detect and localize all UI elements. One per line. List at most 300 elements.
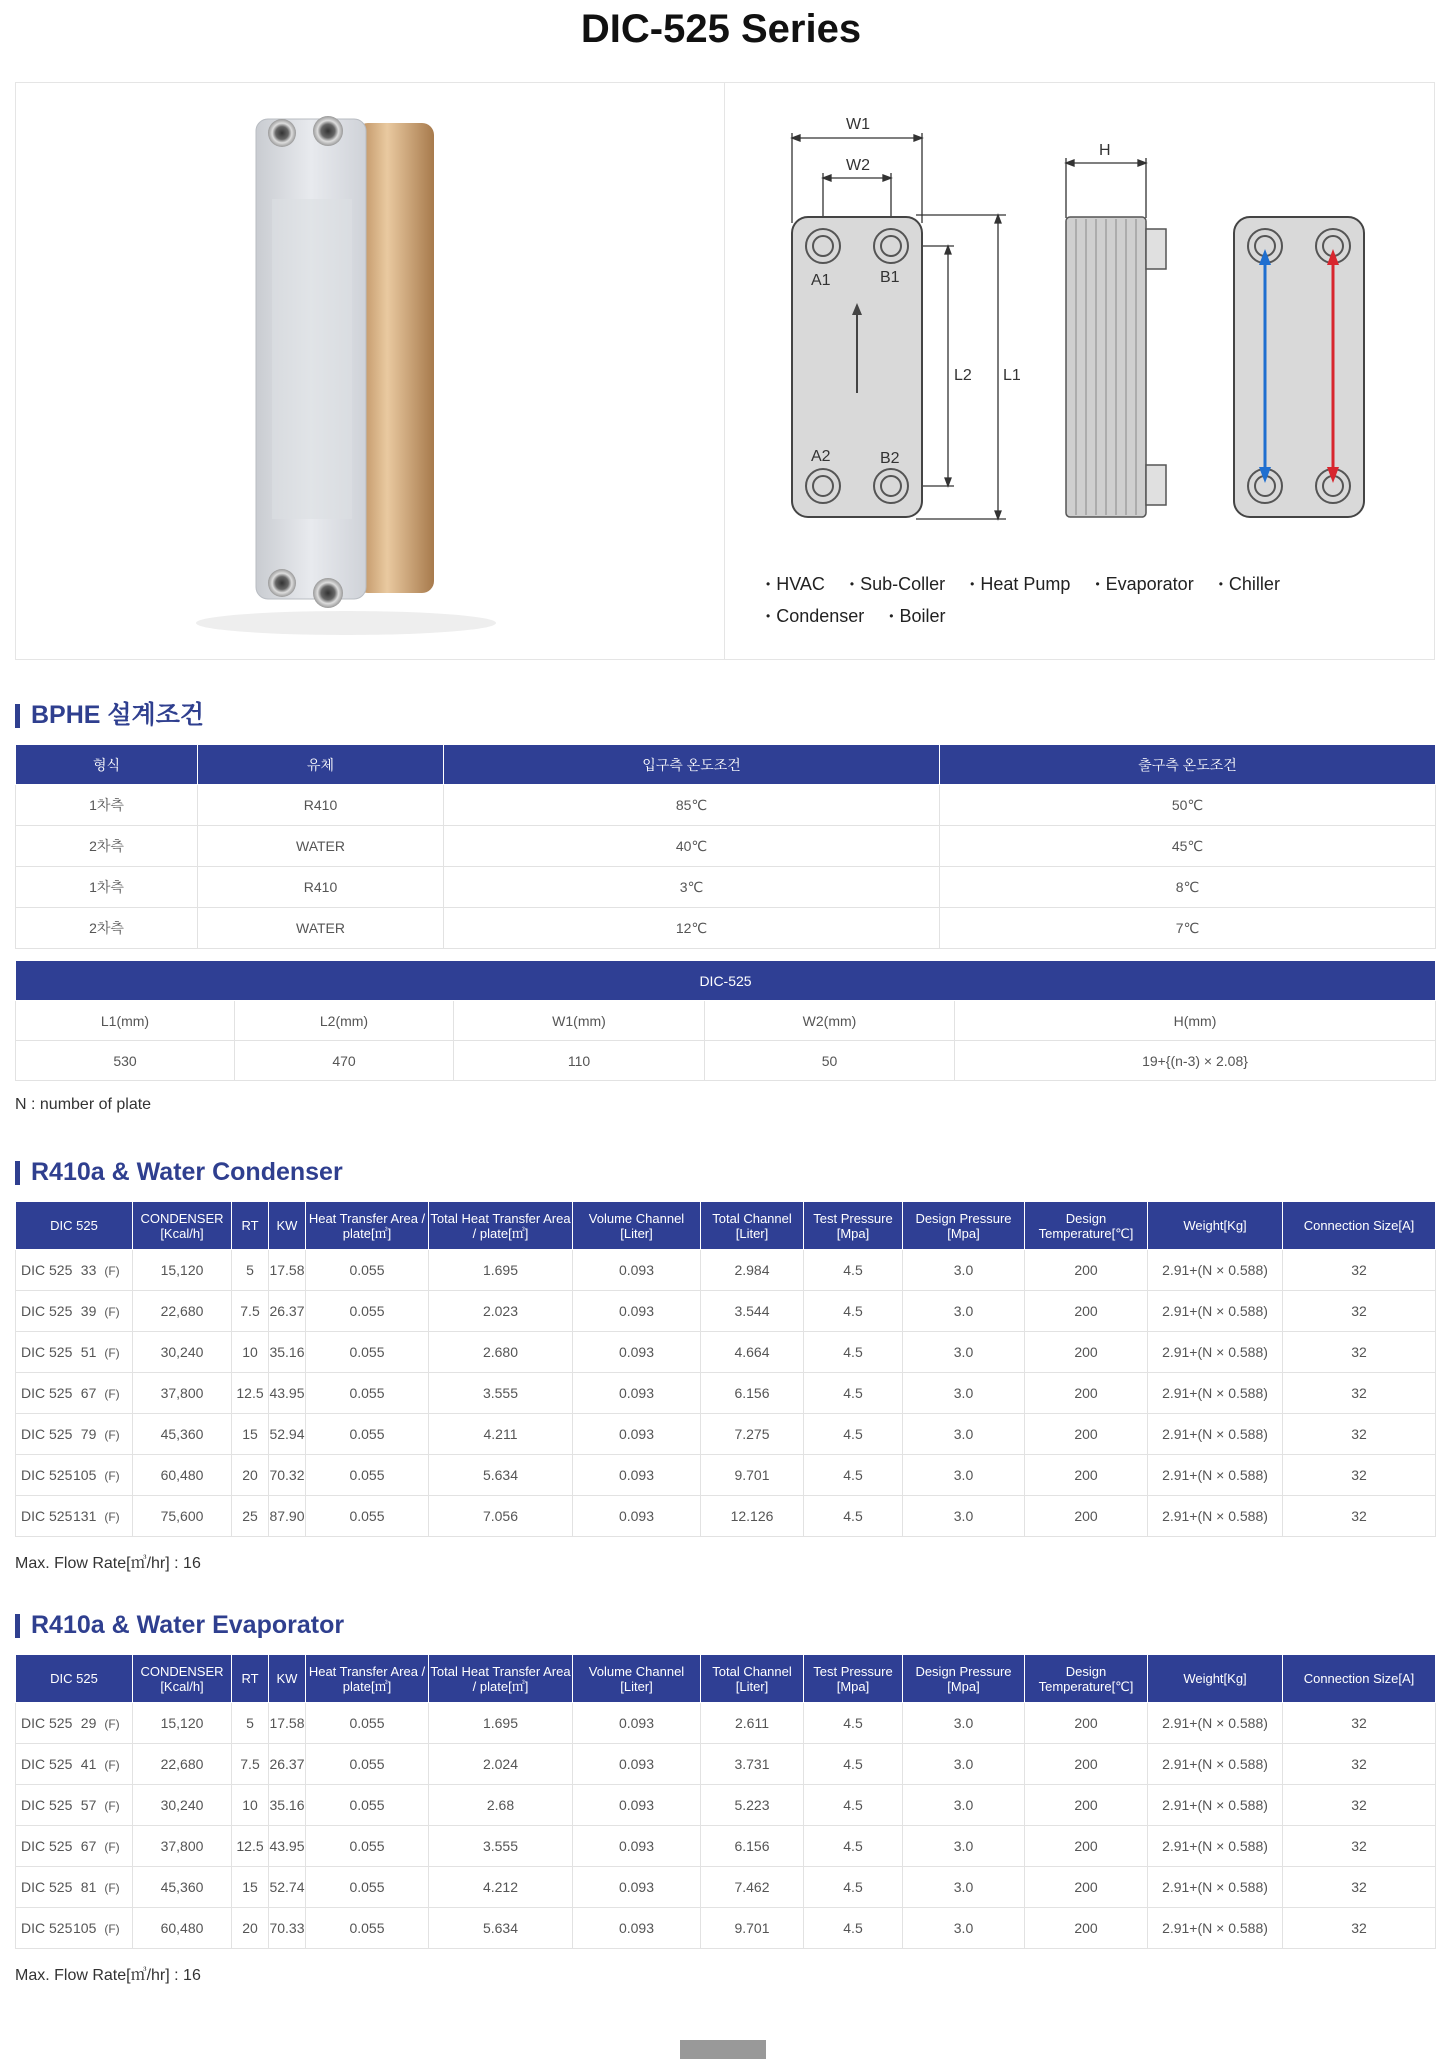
table-cell: 5.634 — [429, 1455, 573, 1496]
table-row — [16, 1744, 1436, 1785]
plate-count: 57 — [80, 1797, 97, 1813]
table-cell: 0.055 — [306, 1744, 429, 1785]
table-row — [16, 1908, 1436, 1949]
plate-count: 79 — [80, 1426, 97, 1442]
plate-count: 105 — [73, 1467, 97, 1483]
model-name: DIC 525 — [21, 1344, 73, 1360]
application-item: • Heat Pump — [970, 568, 1070, 600]
application-item: • Sub-Coller — [850, 568, 945, 600]
column-header: Total Channel [Liter] — [701, 1202, 804, 1250]
table-row — [16, 1332, 1436, 1373]
table-cell: 0.093 — [573, 1785, 701, 1826]
table-cell: 2.91+(N × 0.588) — [1148, 1455, 1283, 1496]
table-cell: 200 — [1025, 1785, 1148, 1826]
table-cell: 200 — [1025, 1414, 1148, 1455]
column-header: Design Temperature[℃] — [1025, 1202, 1148, 1250]
table-cell: 4.5 — [804, 1496, 903, 1537]
table-row — [16, 1826, 1436, 1867]
table-cell: 9.701 — [701, 1455, 804, 1496]
model-cell — [16, 1414, 133, 1455]
table-cell: 3.0 — [903, 1414, 1025, 1455]
model-cell — [16, 1291, 133, 1332]
condenser-flow-note: Max. Flow Rate[㎥/hr] : 16 — [15, 1555, 201, 1572]
plate-count: 39 — [80, 1303, 97, 1319]
model-cell — [16, 1908, 133, 1949]
table-cell: 0.055 — [306, 1785, 429, 1826]
model-name: DIC 525 — [21, 1838, 73, 1854]
table-cell: 50℃ — [940, 785, 1436, 826]
table-cell: 1.695 — [429, 1250, 573, 1291]
table-cell: 2.91+(N × 0.588) — [1148, 1867, 1283, 1908]
table-cell: 4.5 — [804, 1414, 903, 1455]
table-cell: 32 — [1283, 1496, 1436, 1537]
table-cell: 0.093 — [573, 1744, 701, 1785]
table-cell: 22,680 — [133, 1291, 232, 1332]
application-item: • HVAC — [766, 568, 825, 600]
table-cell: 2.91+(N × 0.588) — [1148, 1703, 1283, 1744]
model-cell — [16, 1250, 133, 1291]
model-cell — [16, 1867, 133, 1908]
table-cell: 2.984 — [701, 1250, 804, 1291]
table-cell: 2.680 — [429, 1332, 573, 1373]
table-cell: 0.093 — [573, 1250, 701, 1291]
plate-count: 131 — [73, 1508, 97, 1524]
section-title-design-conditions: BPHE 설계조건 — [15, 700, 204, 730]
section-title-condenser: R410a & Water Condenser — [15, 1157, 343, 1187]
column-header: Design Pressure [Mpa] — [903, 1202, 1025, 1250]
design-conditions-table — [15, 744, 1436, 949]
dimension-label: L2(mm) — [235, 1001, 454, 1041]
model-suffix: (F) — [104, 1387, 120, 1401]
column-header: Connection Size[A] — [1283, 1202, 1436, 1250]
column-header: Volume Channel [Liter] — [573, 1202, 701, 1250]
column-header: Total Channel [Liter] — [701, 1655, 804, 1703]
table-cell: 32 — [1283, 1867, 1436, 1908]
model-name: DIC 525 — [21, 1715, 73, 1731]
table-cell: 30,240 — [133, 1332, 232, 1373]
model-suffix: (F) — [104, 1346, 120, 1360]
table-row — [16, 1001, 1436, 1041]
column-header: Weight[Kg] — [1148, 1202, 1283, 1250]
model-cell — [16, 1785, 133, 1826]
table-cell: 12.5 — [232, 1373, 269, 1414]
plate-count: 81 — [80, 1879, 97, 1895]
model-cell — [16, 1332, 133, 1373]
model-name: DIC 525 — [21, 1426, 73, 1442]
table-cell: 32 — [1283, 1908, 1436, 1949]
table-cell: 15,120 — [133, 1703, 232, 1744]
table-cell: WATER — [198, 908, 444, 949]
table-cell: WATER — [198, 826, 444, 867]
table-cell: 4.5 — [804, 1291, 903, 1332]
table-cell: 43.95 — [269, 1373, 306, 1414]
dimension-label: W1(mm) — [454, 1001, 705, 1041]
table-cell: 3℃ — [444, 867, 940, 908]
dimensions-table — [15, 960, 1436, 1081]
table-cell: 20 — [232, 1908, 269, 1949]
table-cell: 15 — [232, 1414, 269, 1455]
model-suffix: (F) — [104, 1758, 120, 1772]
table-header-row — [16, 745, 1436, 785]
table-cell: 0.093 — [573, 1703, 701, 1744]
table-cell: 52.74 — [269, 1867, 306, 1908]
condenser-spec-table — [15, 1201, 1436, 1537]
column-header: DIC 525 — [16, 1202, 133, 1250]
model-cell — [16, 1455, 133, 1496]
table-cell: 45,360 — [133, 1867, 232, 1908]
table-cell: 4.5 — [804, 1785, 903, 1826]
table-cell: 3.0 — [903, 1373, 1025, 1414]
table-cell: 5.634 — [429, 1908, 573, 1949]
model-name: DIC 525 — [21, 1756, 73, 1772]
table-row — [16, 1867, 1436, 1908]
table-cell: 60,480 — [133, 1908, 232, 1949]
table-cell: 3.555 — [429, 1826, 573, 1867]
plate-count: 41 — [80, 1756, 97, 1772]
table-cell: 4.5 — [804, 1744, 903, 1785]
table-row — [16, 1785, 1436, 1826]
table-cell: 30,240 — [133, 1785, 232, 1826]
table-cell: 200 — [1025, 1703, 1148, 1744]
table-cell: 4.664 — [701, 1332, 804, 1373]
table-cell: 4.5 — [804, 1826, 903, 1867]
table-cell: 40℃ — [444, 826, 940, 867]
table-cell: 2.91+(N × 0.588) — [1148, 1250, 1283, 1291]
table-row — [16, 1373, 1436, 1414]
table-cell: 32 — [1283, 1744, 1436, 1785]
column-header: 출구측 온도조건 — [940, 745, 1436, 785]
label-l2: L2 — [954, 367, 972, 384]
table-cell: 200 — [1025, 1250, 1148, 1291]
table-cell: 5 — [232, 1703, 269, 1744]
column-header: CONDENSER [Kcal/h] — [133, 1655, 232, 1703]
model-header: DIC-525 — [16, 961, 1436, 1001]
table-cell: 0.093 — [573, 1414, 701, 1455]
table-cell: R410 — [198, 785, 444, 826]
table-cell: 3.731 — [701, 1744, 804, 1785]
table-cell: 25 — [232, 1496, 269, 1537]
plate-count: 67 — [80, 1838, 97, 1854]
table-cell: 20 — [232, 1455, 269, 1496]
table-row — [16, 1250, 1436, 1291]
dimension-value: 530 — [16, 1041, 235, 1081]
table-cell: 37,800 — [133, 1826, 232, 1867]
table-cell: 3.0 — [903, 1291, 1025, 1332]
column-header: Test Pressure [Mpa] — [804, 1655, 903, 1703]
table-cell: 17.58 — [269, 1250, 306, 1291]
table-cell: 35.16 — [269, 1785, 306, 1826]
table-cell: 4.212 — [429, 1867, 573, 1908]
table-cell: 0.093 — [573, 1908, 701, 1949]
model-suffix: (F) — [104, 1799, 120, 1813]
table-cell: 37,800 — [133, 1373, 232, 1414]
table-cell: 2.91+(N × 0.588) — [1148, 1414, 1283, 1455]
table-cell: 2.91+(N × 0.588) — [1148, 1291, 1283, 1332]
heat-exchanger-photo — [16, 83, 725, 659]
table-cell: 32 — [1283, 1455, 1436, 1496]
application-item: • Evaporator — [1095, 568, 1193, 600]
model-suffix: (F) — [104, 1922, 120, 1936]
table-header-row — [16, 961, 1436, 1001]
column-header: 입구측 온도조건 — [444, 745, 940, 785]
table-cell: 0.093 — [573, 1867, 701, 1908]
table-cell: 3.0 — [903, 1250, 1025, 1291]
table-cell: 3.0 — [903, 1496, 1025, 1537]
application-item: • Condenser — [766, 600, 864, 632]
table-cell: 2.91+(N × 0.588) — [1148, 1908, 1283, 1949]
table-cell: 0.055 — [306, 1414, 429, 1455]
model-suffix: (F) — [104, 1264, 120, 1278]
column-header: RT — [232, 1202, 269, 1250]
table-row — [16, 785, 1436, 826]
label-l1: L1 — [1003, 367, 1021, 384]
table-cell: 5.223 — [701, 1785, 804, 1826]
table-row — [16, 1455, 1436, 1496]
column-header: KW — [269, 1655, 306, 1703]
model-name: DIC 525 — [21, 1797, 73, 1813]
model-name: DIC 525 — [21, 1385, 73, 1401]
table-cell: 3.0 — [903, 1744, 1025, 1785]
section-title-evaporator: R410a & Water Evaporator — [15, 1610, 344, 1640]
table-cell: 1차측 — [16, 785, 198, 826]
table-row — [16, 1703, 1436, 1744]
model-suffix: (F) — [104, 1840, 120, 1854]
table-cell: 12℃ — [444, 908, 940, 949]
product-photo-panel — [16, 83, 725, 659]
model-cell — [16, 1703, 133, 1744]
table-cell: 2.611 — [701, 1703, 804, 1744]
model-cell — [16, 1744, 133, 1785]
table-cell: 200 — [1025, 1373, 1148, 1414]
table-cell: 2.91+(N × 0.588) — [1148, 1785, 1283, 1826]
table-cell: 32 — [1283, 1332, 1436, 1373]
table-cell: 32 — [1283, 1373, 1436, 1414]
dimension-value: 470 — [235, 1041, 454, 1081]
application-item: • Boiler — [889, 600, 945, 632]
label-a2: A2 — [811, 448, 831, 465]
table-cell: 3.0 — [903, 1867, 1025, 1908]
column-header: RT — [232, 1655, 269, 1703]
table-cell: 6.156 — [701, 1826, 804, 1867]
evaporator-flow-note: Max. Flow Rate[㎥/hr] : 16 — [15, 1967, 201, 1984]
table-row — [16, 1291, 1436, 1332]
table-cell: 4.5 — [804, 1373, 903, 1414]
table-cell: 0.055 — [306, 1703, 429, 1744]
table-cell: 32 — [1283, 1414, 1436, 1455]
page-title: DIC-525 Series — [580, 7, 862, 51]
model-cell — [16, 1496, 133, 1537]
table-cell: 70.32 — [269, 1455, 306, 1496]
column-header: Total Heat Transfer Area / plate[㎡] — [429, 1202, 573, 1250]
plate-number-note: N : number of plate — [15, 1096, 152, 1113]
table-cell: 3.0 — [903, 1703, 1025, 1744]
table-cell: 32 — [1283, 1703, 1436, 1744]
model-suffix: (F) — [104, 1469, 120, 1483]
table-cell: 45℃ — [940, 826, 1436, 867]
table-cell: 0.055 — [306, 1496, 429, 1537]
table-cell: 12.126 — [701, 1496, 804, 1537]
table-cell: 4.5 — [804, 1867, 903, 1908]
column-header: Weight[Kg] — [1148, 1655, 1283, 1703]
table-cell: 6.156 — [701, 1373, 804, 1414]
plate-count: 29 — [80, 1715, 97, 1731]
table-cell: 75,600 — [133, 1496, 232, 1537]
table-cell: 3.0 — [903, 1455, 1025, 1496]
table-cell: 4.211 — [429, 1414, 573, 1455]
table-cell: 26.37 — [269, 1291, 306, 1332]
column-header: Volume Channel [Liter] — [573, 1655, 701, 1703]
table-cell: 0.055 — [306, 1332, 429, 1373]
table-cell: 0.055 — [306, 1250, 429, 1291]
label-w2: W2 — [846, 157, 870, 174]
table-cell: 70.33 — [269, 1908, 306, 1949]
table-cell: 0.093 — [573, 1291, 701, 1332]
plate-count: 67 — [80, 1385, 97, 1401]
model-suffix: (F) — [104, 1428, 120, 1442]
scroll-to-top-button[interactable] — [680, 2040, 766, 2059]
table-row — [16, 1496, 1436, 1537]
table-cell: 2.68 — [429, 1785, 573, 1826]
table-cell: 0.055 — [306, 1373, 429, 1414]
table-cell: 32 — [1283, 1826, 1436, 1867]
model-suffix: (F) — [104, 1305, 120, 1319]
column-header: Test Pressure [Mpa] — [804, 1202, 903, 1250]
dimension-diagram — [726, 83, 1435, 553]
table-cell: 3.555 — [429, 1373, 573, 1414]
model-cell — [16, 1373, 133, 1414]
table-header-row — [16, 1655, 1436, 1703]
dimension-label: H(mm) — [955, 1001, 1436, 1041]
table-cell: 0.055 — [306, 1291, 429, 1332]
model-name: DIC 525 — [21, 1262, 73, 1278]
model-name: DIC 525 — [21, 1508, 73, 1524]
table-cell: 26.37 — [269, 1744, 306, 1785]
dimension-label: L1(mm) — [16, 1001, 235, 1041]
applications-list — [766, 568, 1406, 632]
column-header: Design Pressure [Mpa] — [903, 1655, 1025, 1703]
table-cell: 4.5 — [804, 1250, 903, 1291]
model-cell — [16, 1826, 133, 1867]
table-cell: 17.58 — [269, 1703, 306, 1744]
model-name: DIC 525 — [21, 1879, 73, 1895]
table-cell: 32 — [1283, 1250, 1436, 1291]
table-cell: 7.275 — [701, 1414, 804, 1455]
table-cell: 200 — [1025, 1455, 1148, 1496]
table-cell: 1차측 — [16, 867, 198, 908]
table-cell: 2.023 — [429, 1291, 573, 1332]
table-cell: 200 — [1025, 1826, 1148, 1867]
table-cell: 2.91+(N × 0.588) — [1148, 1826, 1283, 1867]
table-cell: 7.5 — [232, 1291, 269, 1332]
table-cell: 200 — [1025, 1332, 1148, 1373]
table-cell: 0.093 — [573, 1496, 701, 1537]
table-cell: 10 — [232, 1332, 269, 1373]
model-name: DIC 525 — [21, 1920, 73, 1936]
table-cell: 85℃ — [444, 785, 940, 826]
table-cell: 4.5 — [804, 1332, 903, 1373]
column-header: KW — [269, 1202, 306, 1250]
column-header: Connection Size[A] — [1283, 1655, 1436, 1703]
dimension-value: 19+{(n-3) × 2.08} — [955, 1041, 1436, 1081]
table-cell: 0.055 — [306, 1826, 429, 1867]
table-cell: 3.544 — [701, 1291, 804, 1332]
column-header: Design Temperature[℃] — [1025, 1655, 1148, 1703]
table-cell: 32 — [1283, 1785, 1436, 1826]
table-row — [16, 908, 1436, 949]
table-cell: 0.093 — [573, 1373, 701, 1414]
model-suffix: (F) — [104, 1881, 120, 1895]
table-row — [16, 1041, 1436, 1081]
table-cell: 52.94 — [269, 1414, 306, 1455]
product-hero — [15, 82, 1435, 660]
table-cell: 7.462 — [701, 1867, 804, 1908]
table-cell: 60,480 — [133, 1455, 232, 1496]
column-header: 형식 — [16, 745, 198, 785]
table-cell: 3.0 — [903, 1826, 1025, 1867]
dimension-value: 110 — [454, 1041, 705, 1081]
column-header: Heat Transfer Area / plate[㎡] — [306, 1655, 429, 1703]
table-cell: 200 — [1025, 1744, 1148, 1785]
table-cell: 200 — [1025, 1867, 1148, 1908]
model-suffix: (F) — [104, 1717, 120, 1731]
table-cell: 32 — [1283, 1291, 1436, 1332]
label-h: H — [1099, 142, 1111, 159]
table-cell: R410 — [198, 867, 444, 908]
model-name: DIC 525 — [21, 1303, 73, 1319]
table-cell: 3.0 — [903, 1332, 1025, 1373]
table-cell: 12.5 — [232, 1826, 269, 1867]
table-cell: 2차측 — [16, 908, 198, 949]
dimension-value: 50 — [705, 1041, 955, 1081]
plate-count: 51 — [80, 1344, 97, 1360]
table-cell: 200 — [1025, 1496, 1148, 1537]
model-name: DIC 525 — [21, 1467, 73, 1483]
table-cell: 0.055 — [306, 1908, 429, 1949]
label-w1: W1 — [846, 116, 870, 133]
table-cell: 9.701 — [701, 1908, 804, 1949]
table-cell: 2.91+(N × 0.588) — [1148, 1373, 1283, 1414]
label-b2: B2 — [880, 450, 900, 467]
table-cell: 4.5 — [804, 1703, 903, 1744]
column-header: Total Heat Transfer Area / plate[㎡] — [429, 1655, 573, 1703]
table-cell: 4.5 — [804, 1455, 903, 1496]
table-cell: 5 — [232, 1250, 269, 1291]
table-cell: 4.5 — [804, 1908, 903, 1949]
dimension-diagram-panel — [726, 83, 1435, 659]
column-header: DIC 525 — [16, 1655, 133, 1703]
table-cell: 0.093 — [573, 1455, 701, 1496]
table-cell: 3.0 — [903, 1908, 1025, 1949]
table-cell: 2.91+(N × 0.588) — [1148, 1332, 1283, 1373]
model-suffix: (F) — [104, 1510, 120, 1524]
table-cell: 45,360 — [133, 1414, 232, 1455]
table-cell: 1.695 — [429, 1703, 573, 1744]
table-cell: 87.90 — [269, 1496, 306, 1537]
table-cell: 200 — [1025, 1291, 1148, 1332]
table-cell: 2차측 — [16, 826, 198, 867]
table-cell: 8℃ — [940, 867, 1436, 908]
table-cell: 2.91+(N × 0.588) — [1148, 1496, 1283, 1537]
table-cell: 0.093 — [573, 1332, 701, 1373]
table-cell: 43.95 — [269, 1826, 306, 1867]
table-cell: 0.093 — [573, 1826, 701, 1867]
table-cell: 7.056 — [429, 1496, 573, 1537]
table-cell: 7.5 — [232, 1744, 269, 1785]
table-row — [16, 1414, 1436, 1455]
table-cell: 3.0 — [903, 1785, 1025, 1826]
table-cell: 0.055 — [306, 1455, 429, 1496]
dimension-label: W2(mm) — [705, 1001, 955, 1041]
